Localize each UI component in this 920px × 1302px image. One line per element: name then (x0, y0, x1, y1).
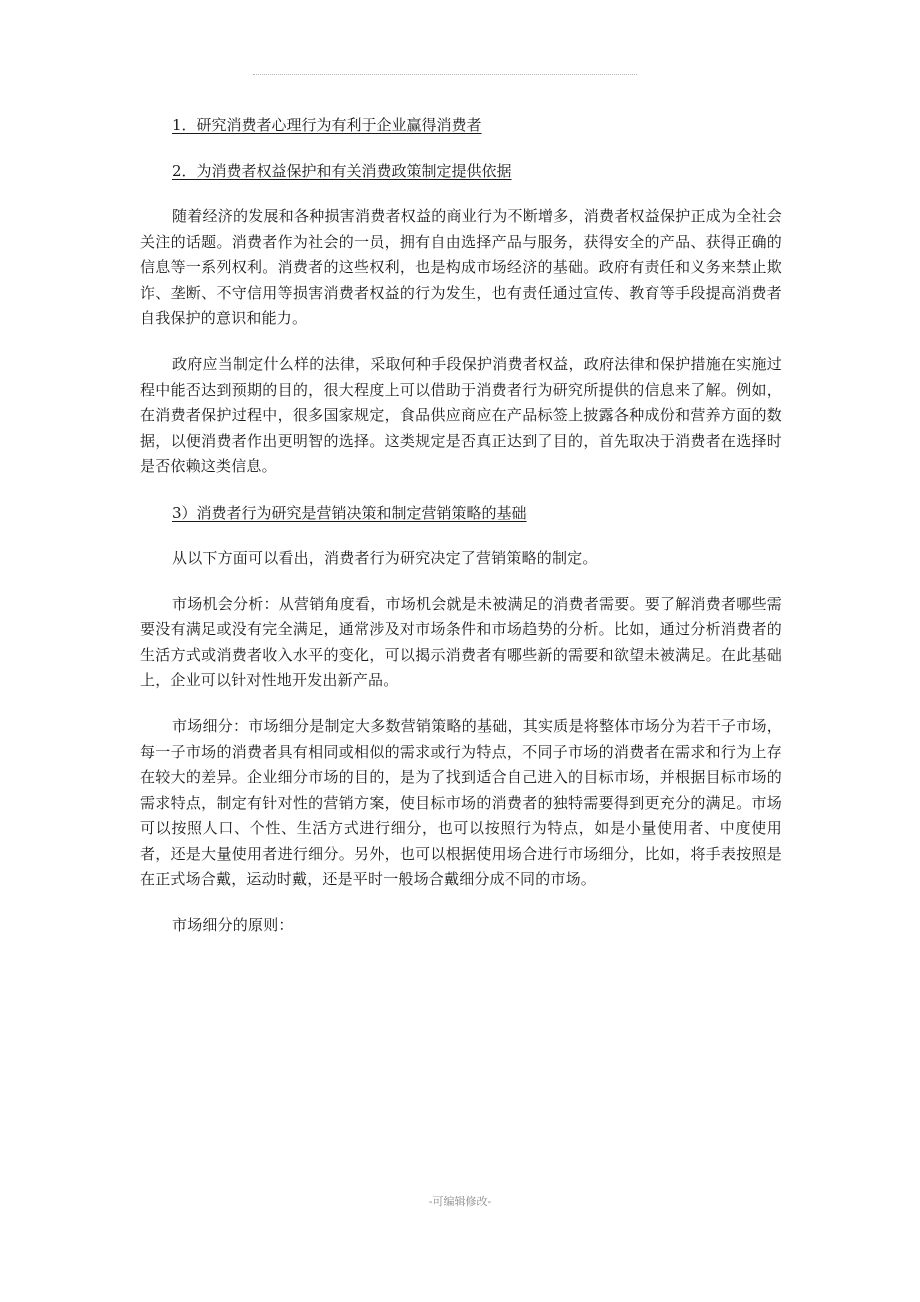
paragraph-government-policy: 政府应当制定什么样的法律，采取何种手段保护消费者权益，政府法律和保护措施在实施过程中能否达到预期的目的，很大程度上可以借助于消费者行为研究所提供的信息来了解。例如，在消费者保护过程中，很多国家规定，食品供应商应在产品标签上披露各种成份和营养方面的数据，以便消费者作出更明智的选择。这类规定是否真正达到了目的，首先取决于消费者在选择时是否依赖这类信息。 (140, 354, 782, 476)
paragraph-market-segmentation: 市场细分：市场细分是制定大多数营销策略的基础，其实质是将整体市场分为若干子市场，每一子市场的消费者具有相同或相似的需求或行为特点，不同子市场的消费者在需求和行为上存在较大的差异。企业细分市场的目的，是为了找到适合自己进入的目标市场，并根据目标市场的需求特点，制定有针对性的营销方案，使目标市场的消费者的独特需要得到更充分的满足。市场可以按照人口、个性、生活方式进行细分，也可以按照行为特点，如是小量使用者、中度使用者，还是大量使用者进行细分。另外，也可以根据使用场合进行市场细分，比如，将手表按照是在正式场合戴，运动时戴，还是平时一般场合戴细分成不同的市场。 (140, 716, 782, 889)
heading-2: 2．为消费者权益保护和有关消费政策制定提供依据 (172, 162, 512, 180)
page-footer: -可编辑修改- (428, 1195, 492, 1208)
paragraph-market-opportunity: 市场机会分析：从营销角度看，市场机会就是未被满足的消费者需要。要了解消费者哪些需要没有满足或没有完全满足，通常涉及对市场条件和市场趋势的分析。比如，通过分析消费者的生活方式或消费者收入水平的变化，可以揭示消费者有哪些新的需要和欲望未被满足。在此基础上，企业可以针对性地开发出新产品。 (140, 594, 782, 690)
document-body (140, 112, 782, 959)
header-divider (253, 74, 637, 75)
paragraph-segmentation-principles: 市场细分的原则： (172, 916, 294, 935)
paragraph-marketing-intro: 从以下方面可以看出，消费者行为研究决定了营销策略的制定。 (172, 548, 598, 567)
heading-3: 3）消费者行为研究是营销决策和制定营销策略的基础 (172, 503, 527, 522)
heading-1: 1．研究消费者心理行为有利于企业赢得消费者 (172, 116, 482, 134)
paragraph-consumer-rights: 随着经济的发展和各种损害消费者权益的商业行为不断增多，消费者权益保护正成为全社会关注的话题。消费者作为社会的一员，拥有自由选择产品与服务，获得安全的产品、获得正确的信息等一系列权利。消费者的这些权利，也是构成市场经济的基础。政府有责任和义务来禁止欺诈、垄断、不守信用等损害消费者权益的行为发生，也有责任通过宣传、教育等手段提高消费者自我保护的意识和能力。 (140, 207, 782, 328)
